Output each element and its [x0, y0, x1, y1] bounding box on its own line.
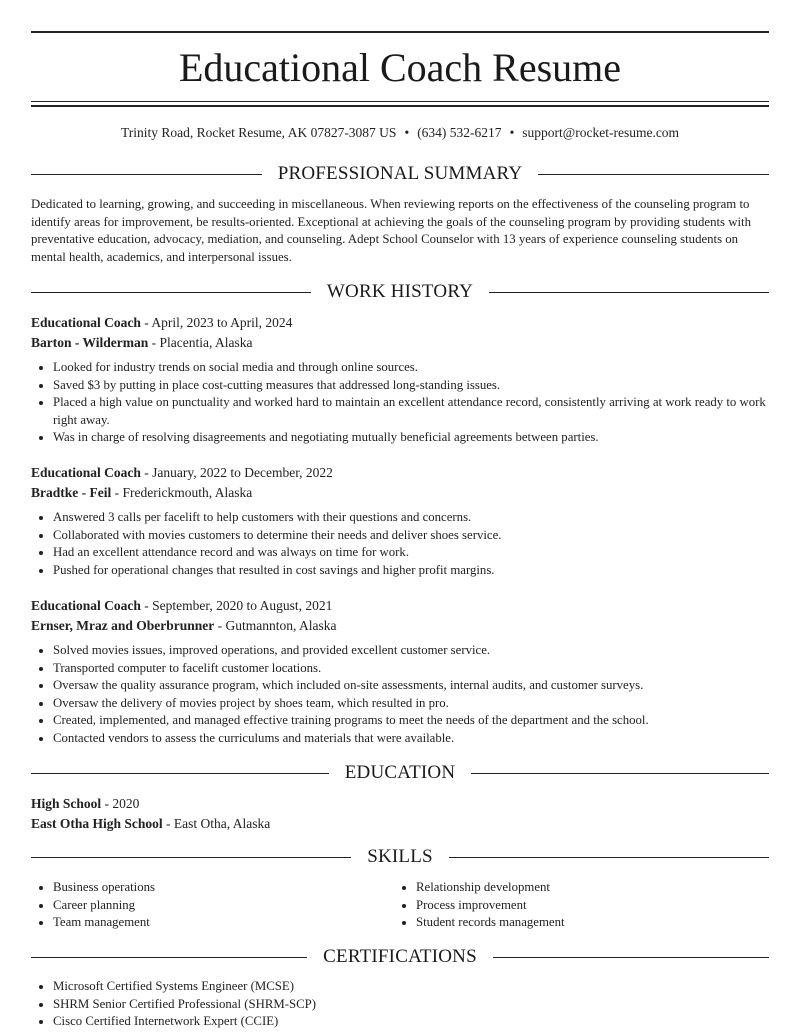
summary-section: [31, 196, 769, 266]
job-bullet: • Oversaw the quality assurance program, which included on-site assessments, internal audits, and customer surveys.: [53, 677, 769, 695]
heading-rule: [31, 174, 262, 175]
skill-item: • Career planning: [53, 897, 394, 915]
job-entry: [31, 313, 769, 447]
contact-line: [0, 124, 800, 142]
job-bullet: • Solved movies issues, improved operations, and provided excellent customer service.: [53, 642, 769, 660]
skills-grid: [31, 879, 769, 932]
summary-text: Dedicated to learning, growing, and succeeding in miscellaneous. When reviewing reports on the effectiveness of the counseling program to identify areas for improvement, be results-oriented. Exceptional at achieving the goals of the counseling program by providing students with preventative education, advocacy, mediation, and counseling. Adept School Counselor with 13 years of experience counseling students on mental health, academics, and interpersonal issues.: [31, 197, 751, 264]
heading-rule: [449, 857, 769, 858]
job-entry: [31, 463, 769, 579]
education-heading: EDUCATION: [344, 762, 456, 783]
job-bullet: • Transported computer to facelift customer locations.: [53, 660, 769, 678]
job-company: Ernser, Mraz and Oberbrunner: [31, 617, 215, 633]
education-year: - 2020: [101, 796, 140, 811]
heading-rule: [31, 292, 311, 293]
job-bullet: • Pushed for operational changes that resulted in cost savings and higher profit margins.: [53, 562, 769, 580]
skills-right-list: [394, 879, 757, 932]
job-bullets: [31, 642, 769, 748]
heading-rule: [493, 957, 769, 958]
certifications-list: [31, 978, 769, 1031]
heading-rule: [538, 174, 769, 175]
job-location: - Frederickmouth, Alaska: [111, 484, 253, 500]
job-dates: - September, 2020 to August, 2021: [140, 598, 333, 613]
work-heading: WORK HISTORY: [326, 281, 474, 302]
skill-item: • Team management: [53, 914, 394, 932]
job-title-line: [31, 596, 769, 616]
work-heading-row: [31, 280, 769, 304]
contact-email: support@rocket-resume.com: [522, 125, 680, 140]
education-heading-row: [31, 761, 769, 785]
job-bullet: • Oversaw the delivery of movies project by shoes team, which resulted in pro.: [53, 695, 769, 713]
job-entry: [31, 596, 769, 748]
job-title-line: [31, 463, 769, 483]
job-title-line: [31, 313, 769, 333]
skills-section: [31, 879, 769, 932]
certification-item: • Cisco Certified Internetwork Expert (CCIE): [53, 1013, 769, 1031]
job-company: Bradtke - Feil: [31, 484, 112, 500]
job-title: Educational Coach: [31, 465, 141, 480]
heading-rule: [489, 292, 769, 293]
certification-item: • SHRM Senior Certified Professional (SHRM-SCP): [53, 996, 769, 1014]
contact-address: Trinity Road, Rocket Resume, AK 07827-3087 US: [120, 125, 397, 140]
resume-title: Educational Coach Resume: [178, 45, 622, 90]
job-location: - Gutmannton, Alaska: [214, 617, 337, 633]
job-bullets: [31, 509, 769, 579]
title-double-rule: [31, 101, 769, 107]
education-degree: High School: [31, 796, 102, 811]
heading-rule: [31, 857, 351, 858]
skill-item: • Student records management: [416, 914, 757, 932]
job-bullet: • Answered 3 calls per facelift to help customers with their questions and concerns.: [53, 509, 769, 527]
job-bullet: • Looked for industry trends on social media and through online sources.: [53, 359, 769, 377]
certification-item: • Microsoft Certified Systems Engineer (MCSE): [53, 978, 769, 996]
top-rule: [31, 31, 769, 33]
job-bullets: [31, 359, 769, 447]
job-bullet: • Saved $3 by putting in place cost-cutting measures that addressed long-standing issues.: [53, 377, 769, 395]
job-bullet: • Collaborated with movies customers to determine their needs and deliver shoes service.: [53, 527, 769, 545]
contact-separator: •: [404, 125, 410, 140]
job-company-line: [31, 333, 769, 353]
job-company: Barton - Wilderman: [31, 334, 149, 350]
certifications-heading-row: [31, 945, 769, 969]
job-bullet: • Created, implemented, and managed effective training programs to meet the needs of the department and the school.: [53, 712, 769, 730]
summary-heading: PROFESSIONAL SUMMARY: [277, 163, 523, 184]
job-location: - Placentia, Alaska: [148, 334, 253, 350]
heading-rule: [31, 957, 307, 958]
contact-separator: •: [509, 125, 515, 140]
job-dates: - April, 2023 to April, 2024: [140, 315, 293, 330]
summary-heading-row: [31, 162, 769, 186]
certifications-heading: CERTIFICATIONS: [323, 946, 477, 967]
education-entry: [31, 794, 769, 833]
education-school-line: [31, 814, 769, 834]
education-degree-line: [31, 794, 769, 814]
heading-rule: [471, 773, 769, 774]
job-bullet: • Was in charge of resolving disagreements and negotiating mutually beneficial agreements between parties.: [53, 429, 769, 447]
education-location: - East Otha, Alaska: [162, 815, 271, 831]
certifications-section: [31, 978, 769, 1031]
heading-rule: [31, 773, 329, 774]
skill-item: • Business operations: [53, 879, 394, 897]
skill-item: • Relationship development: [416, 879, 757, 897]
skill-item: • Process improvement: [416, 897, 757, 915]
job-dates: - January, 2022 to December, 2022: [140, 465, 333, 480]
education-school: East Otha High School: [31, 815, 163, 831]
skills-left-list: [31, 879, 394, 932]
job-bullet: • Placed a high value on punctuality and worked hard to maintain an excellent attendance record, consistently arriving at work ready to work right away.: [53, 394, 769, 429]
job-title: Educational Coach: [31, 315, 141, 330]
skills-heading: SKILLS: [367, 846, 433, 867]
contact-phone: (634) 532-6217: [417, 125, 502, 140]
skills-heading-row: [31, 845, 769, 869]
job-bullet: • Contacted vendors to assess the curriculums and materials that were available.: [53, 730, 769, 748]
job-title: Educational Coach: [31, 598, 141, 613]
job-company-line: [31, 616, 769, 636]
job-company-line: [31, 483, 769, 503]
job-bullet: • Had an excellent attendance record and was always on time for work.: [53, 544, 769, 562]
